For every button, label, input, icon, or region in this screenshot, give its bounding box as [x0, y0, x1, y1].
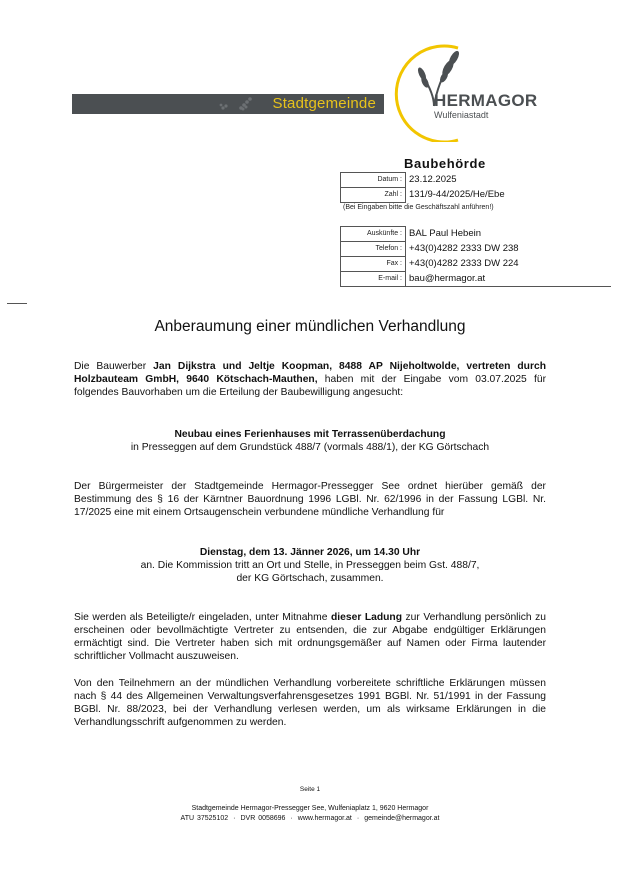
paragraph-applicants [74, 360, 546, 399]
hearing-block [74, 546, 546, 585]
contact-row [341, 272, 612, 287]
footer-ids [0, 815, 620, 822]
fax-value: +43(0)4282 2333 DW 224 [409, 258, 519, 269]
phone-label: Telefon : [341, 242, 406, 257]
hearing-line3: der KG Görtschach, zusammen. [236, 573, 384, 584]
logo-subtitle: Wulfeniastadt [434, 110, 489, 120]
banner-text: Stadtgemeinde [272, 95, 376, 112]
wheat-watermark-icon [217, 96, 257, 112]
number-value: 131/9-44/2025/He/Ebe [409, 189, 505, 200]
applicants-bold: Jan Dijkstra und Jeltje Koopman, 8488 AP Nijeholtwolde, vertreten durch Holzbauteam GmbH, 9640 Kötschach-Mauthen, [74, 361, 546, 385]
footer-email-link[interactable]: gemeinde@hermagor.at [364, 815, 440, 822]
footer-dvr: DVR 0058696 [240, 815, 286, 822]
hearing-date: Dienstag, dem 13. Jänner 2026, um 14.30 Uhr [199, 547, 421, 558]
reference-row-date [341, 173, 505, 188]
footer-address: Stadtgemeinde Hermagor-Pressegger See, Wulfeniaplatz 1, 9620 Hermagor [191, 805, 429, 812]
reference-table [340, 172, 505, 203]
email-value[interactable]: bau@hermagor.at [406, 272, 612, 287]
text: haben mit der Eingabe vom 03.07.2025 für folgendes Bauvorhaben um die Erteilung der Baubewilligung angesucht: [74, 374, 546, 398]
text: Die Bauwerber [74, 361, 154, 372]
phone-value: +43(0)4282 2333 DW 238 [409, 243, 519, 254]
footer-separator: · [356, 815, 360, 822]
contact-row [341, 242, 612, 257]
paragraph-order: Der Bürgermeister der Stadtgemeinde Hermagor-Pressegger See ordnet hierüber gemäß der Bestimmung des § 16 der Kärntner Bauordnung 1996 LGBl. Nr. 62/1996 in der Fassung LGBl. Nr. 17/2025 eine mit einem Ortsaugenschein verbundene mündliche Verhandlung für [74, 481, 546, 518]
summons-bold: dieser Ladung [330, 612, 403, 623]
page-number: Seite 1 [299, 786, 321, 793]
contact-row [341, 227, 612, 242]
text: Sie werden als Beteiligte/r eingeladen, unter Mitnahme [74, 612, 331, 623]
contact-table [340, 226, 611, 287]
project-location: in Presseggen auf dem Grundstück 488/7 (vormals 488/1), der KG Görtschach [130, 442, 490, 453]
fax-label: Fax : [341, 257, 406, 272]
text: zur Verhandlung persönlich zu erscheinen oder bevollmächtigte Vertreter zu entsenden, die zur Abgabe endgültiger Erklärungen ermächtigt sind. Die Vertreter haben sich mit ordnungsgemäßer auf Namen oder Firma lautender schriftlicher Vollmacht auszuweisen. [74, 612, 547, 662]
project-title: Neubau eines Ferienhauses mit Terrassenüberdachung [174, 429, 446, 440]
project-block [74, 428, 546, 454]
date-value: 23.12.2025 [409, 174, 457, 185]
fold-mark [7, 303, 27, 304]
hearing-line2: an. Die Kommission tritt an Ort und Stelle, in Presseggen beim Gst. 488/7, [140, 560, 480, 571]
footer-web-link[interactable]: www.hermagor.at [297, 815, 352, 822]
contact-person-label: Auskünfte : [341, 227, 406, 242]
footer-separator: · [290, 815, 293, 822]
document-title: Anberaumung einer mündlichen Verhandlung [154, 318, 466, 335]
letterhead-banner [72, 94, 384, 114]
footer-separator: · [233, 815, 236, 822]
number-label: Zahl : [341, 188, 406, 203]
contact-person-value: BAL Paul Hebein [409, 228, 482, 239]
reference-row-number [341, 188, 505, 203]
department-title: Baubehörde [404, 156, 486, 171]
paragraph-invitation [74, 611, 546, 663]
logo-name: HERMAGOR [434, 91, 538, 110]
email-label: E-mail : [341, 272, 406, 287]
reference-hint: (Bei Eingaben bitte die Geschäftszahl anführen!) [343, 204, 494, 211]
footer-atu: ATU 37525102 [180, 815, 229, 822]
date-label: Datum : [341, 173, 406, 188]
contact-row [341, 257, 612, 272]
paragraph-statements: Von den Teilnehmern an der mündlichen Verhandlung vorbereitete schriftliche Erklärungen müssen nach § 44 des Allgemeinen Verwaltungsverfahrensgesetzes 1991 BGBl. Nr. 51/1991 in der Fassung BGBl. Nr. 88/2023, bei der Verhandlung verlesen werden, um als wirksame Erklärungen in die Verhandlungsschrift aufgenommen zu werden. [74, 678, 546, 728]
